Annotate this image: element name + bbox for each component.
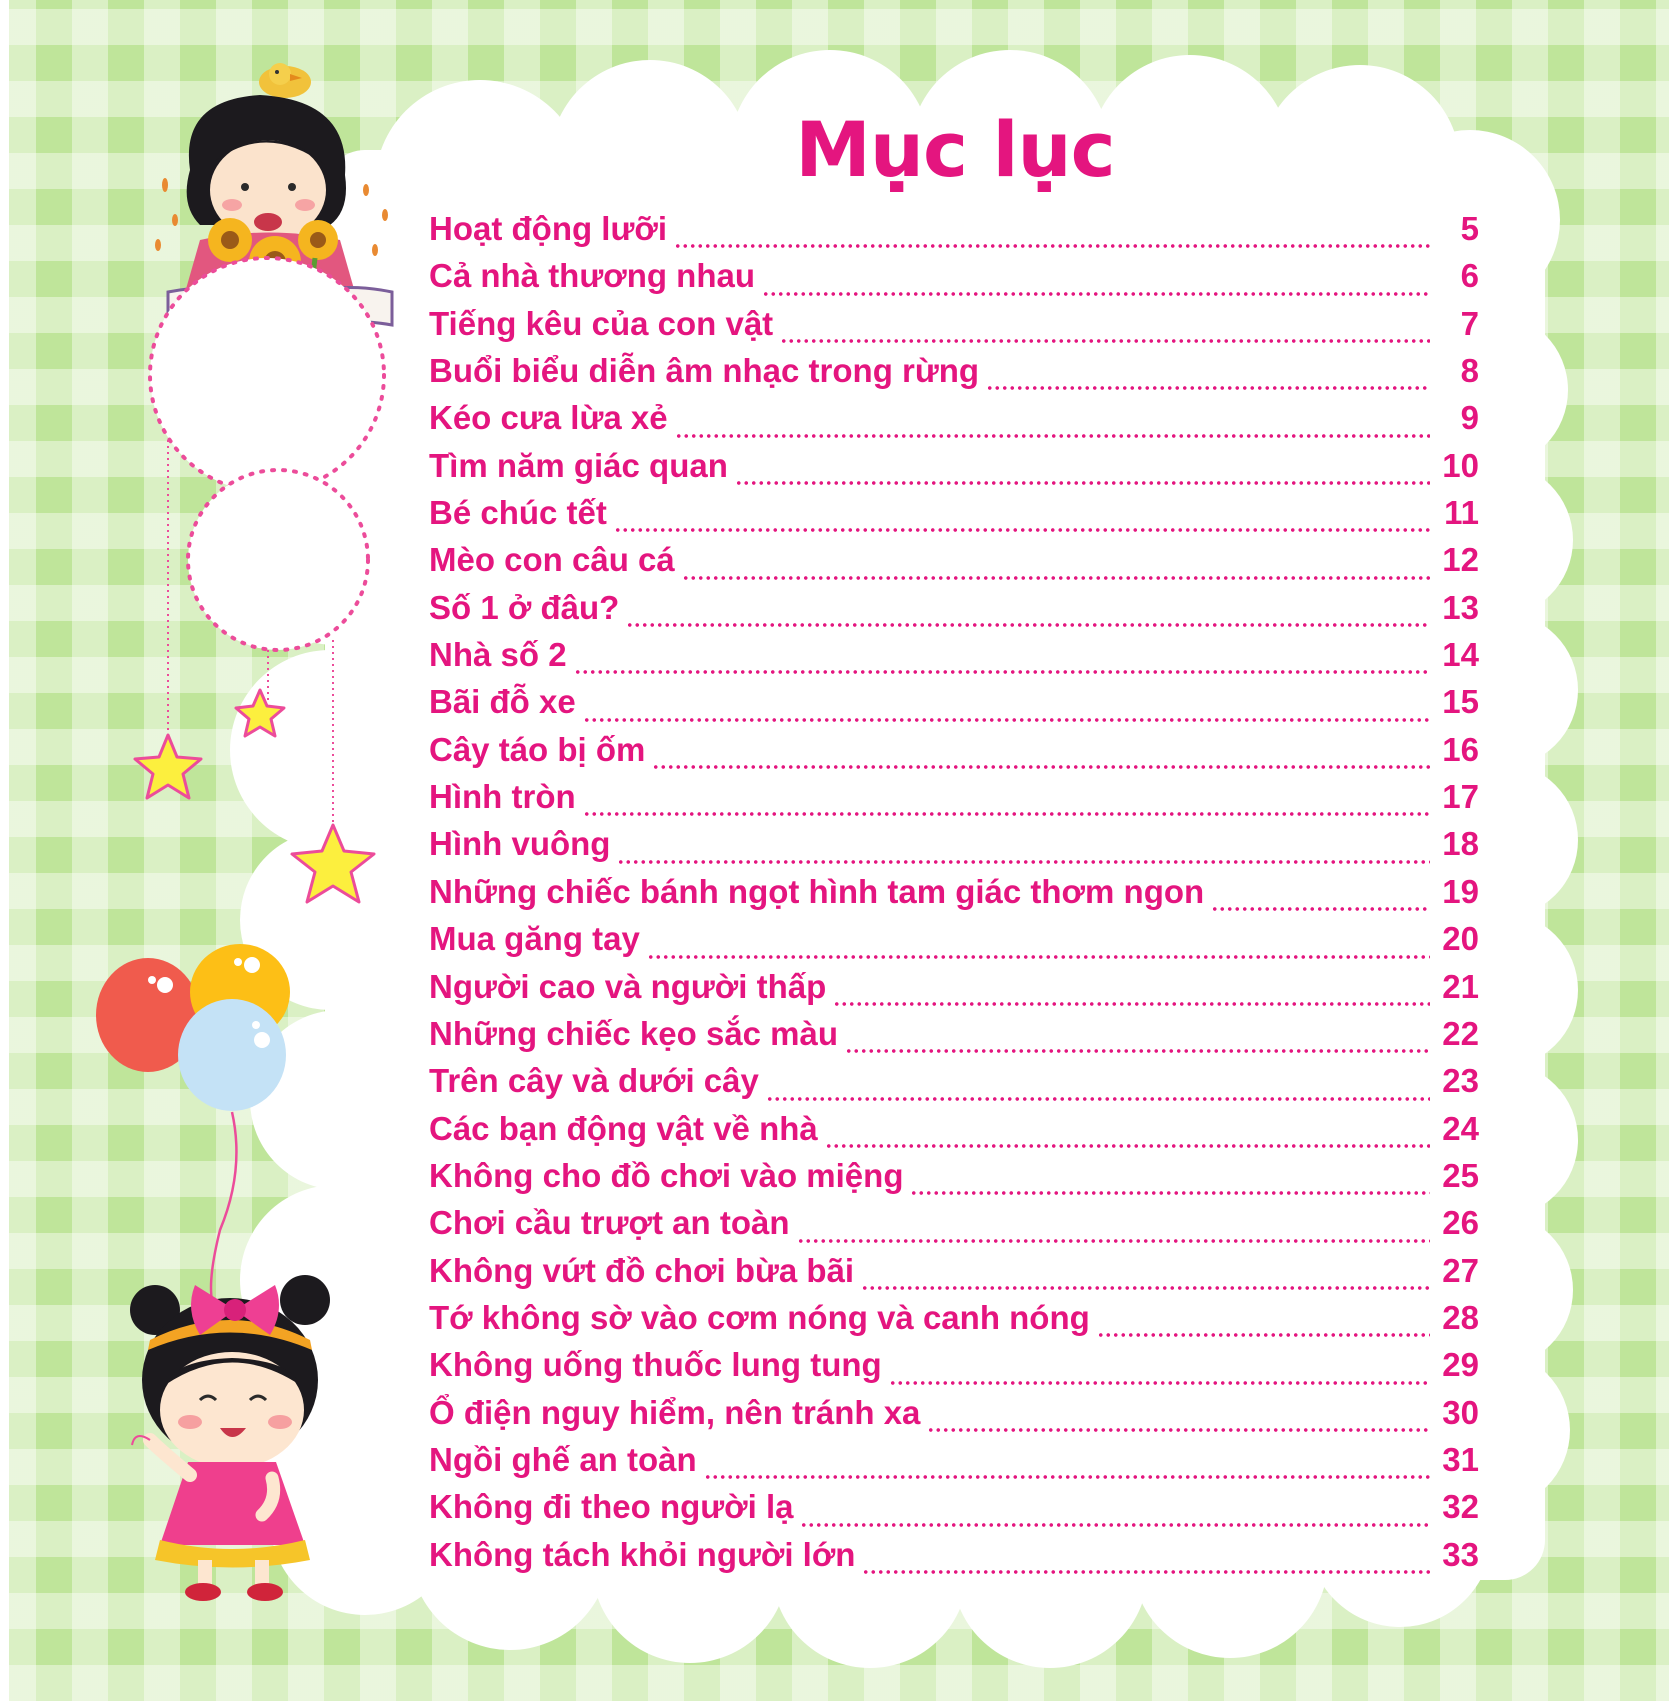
toc-entry-label: Cây táo bị ốm	[429, 730, 646, 768]
toc-entry-page: 6	[1460, 257, 1479, 295]
dotted-leader	[652, 765, 1430, 769]
toc-entry	[429, 210, 1479, 257]
toc-entry-page: 13	[1442, 588, 1479, 626]
dotted-leader	[780, 339, 1430, 343]
toc-entry-label: Người cao và người thấp	[429, 967, 827, 1005]
toc-entry	[429, 1015, 1479, 1062]
toc-entry-page: 15	[1442, 683, 1479, 721]
toc-entry-page: 32	[1442, 1488, 1479, 1526]
toc-entry-label: Không đi theo người lạ	[429, 1488, 794, 1526]
toc-entry	[429, 305, 1479, 352]
toc-entry	[429, 1299, 1479, 1346]
toc-entry-label: Bé chúc tết	[429, 494, 607, 532]
toc-entry	[429, 541, 1479, 588]
toc-entry-page: 24	[1442, 1109, 1479, 1147]
toc-entry-page: 18	[1442, 825, 1479, 863]
girl-with-bow-illustration	[130, 1275, 330, 1601]
toc-entry	[429, 1062, 1479, 1109]
toc-entry	[429, 1536, 1479, 1583]
toc-entry-label: Không tách khỏi người lớn	[429, 1535, 856, 1573]
dotted-leader	[762, 292, 1430, 296]
toc-entry-page: 20	[1442, 920, 1479, 958]
dotted-leader	[797, 1239, 1430, 1243]
toc-entry-page: 16	[1442, 730, 1479, 768]
toc-entry	[429, 447, 1479, 494]
dotted-leader	[617, 860, 1430, 864]
toc-entry	[429, 731, 1479, 778]
toc-entry	[429, 1441, 1479, 1488]
toc-entry	[429, 873, 1479, 920]
toc-entry	[429, 1252, 1479, 1299]
toc-entry-label: Không uống thuốc lung tung	[429, 1346, 882, 1384]
toc-entry-page: 25	[1442, 1156, 1479, 1194]
toc-entry-label: Kéo cưa lừa xẻ	[429, 399, 668, 437]
toc-entry-page: 31	[1442, 1440, 1479, 1478]
toc-entry-page: 19	[1442, 872, 1479, 910]
toc-entry-label: Mèo con câu cá	[429, 541, 675, 579]
dotted-leader	[675, 434, 1430, 438]
toc-entry	[429, 968, 1479, 1015]
dotted-leader	[574, 670, 1430, 674]
dotted-leader	[626, 623, 1430, 627]
toc-entry-page: 11	[1444, 494, 1479, 532]
dotted-leader	[910, 1191, 1430, 1195]
dotted-leader	[766, 1097, 1430, 1101]
toc-entry-page: 14	[1442, 636, 1479, 674]
toc-entry-page: 17	[1442, 778, 1479, 816]
toc-entry	[429, 494, 1479, 541]
toc-entry-page: 22	[1442, 1014, 1479, 1052]
toc-entry	[429, 1110, 1479, 1157]
toc-entry-page: 8	[1460, 352, 1479, 390]
toc-entry-label: Nhà số 2	[429, 636, 567, 674]
toc-entry-label: Hình tròn	[429, 778, 576, 816]
toc-entry-label: Các bạn động vật về nhà	[429, 1109, 818, 1147]
toc-entry-label: Số 1 ở đâu?	[429, 588, 620, 626]
star-icon	[292, 825, 374, 902]
star-icon	[236, 690, 284, 736]
toc-entry-label: Mua găng tay	[429, 920, 640, 958]
toc-entry-label: Bãi đỗ xe	[429, 683, 576, 721]
dotted-leader	[704, 1475, 1430, 1479]
toc-entry	[429, 589, 1479, 636]
toc-entry	[429, 683, 1479, 730]
toc-entry	[429, 825, 1479, 872]
toc-entry-page: 10	[1442, 446, 1479, 484]
dotted-leader	[674, 244, 1430, 248]
dotted-leader	[889, 1381, 1430, 1385]
toc-entry-label: Tiếng kêu của con vật	[429, 304, 774, 342]
star-icon	[135, 735, 201, 798]
dotted-leader	[825, 1144, 1430, 1148]
balloons-illustration	[96, 944, 290, 1310]
toc-entry-page: 9	[1460, 399, 1479, 437]
dotted-leader	[583, 812, 1430, 816]
toc-entry-page: 23	[1442, 1062, 1479, 1100]
toc-entry-page: 33	[1442, 1535, 1479, 1573]
toc-entry-label: Không vứt đồ chơi bừa bãi	[429, 1251, 855, 1289]
toc-entry-label: Trên cây và dưới cây	[429, 1062, 759, 1100]
dotted-leader	[583, 718, 1430, 722]
toc-entry-label: Cả nhà thương nhau	[429, 257, 756, 295]
toc-entry-page: 27	[1442, 1251, 1479, 1289]
toc-entry	[429, 778, 1479, 825]
toc-entry-page: 30	[1442, 1393, 1479, 1431]
toc-entry	[429, 1394, 1479, 1441]
dotted-leader	[682, 576, 1430, 580]
dotted-leader	[833, 1002, 1430, 1006]
dotted-leader	[986, 386, 1430, 390]
toc-entry	[429, 1488, 1479, 1535]
toc-entry-label: Những chiếc kẹo sắc màu	[429, 1014, 839, 1052]
toc-entry-page: 7	[1460, 304, 1479, 342]
toc-entry	[429, 636, 1479, 683]
page-title: Mục lục	[795, 105, 1115, 194]
dotted-leader	[845, 1049, 1430, 1053]
toc-entry	[429, 257, 1479, 304]
toc-entry	[429, 1346, 1479, 1393]
toc-entry-page: 29	[1442, 1346, 1479, 1384]
toc-entry-label: Tìm năm giác quan	[429, 446, 728, 484]
dotted-leader	[862, 1570, 1430, 1574]
toc-entry-label: Chơi cầu trượt an toàn	[429, 1204, 790, 1242]
toc-entry	[429, 920, 1479, 967]
toc-entry-label: Không cho đồ chơi vào miệng	[429, 1156, 904, 1194]
toc-entry-page: 26	[1442, 1204, 1479, 1242]
toc-entry	[429, 1204, 1479, 1251]
toc-entry-page: 21	[1442, 967, 1479, 1005]
dotted-leader	[927, 1428, 1430, 1432]
bird-icon	[259, 63, 311, 98]
dotted-leader	[1211, 907, 1430, 911]
toc-entry-label: Ổ điện nguy hiểm, nên tránh xa	[429, 1393, 921, 1431]
toc-entry-label: Những chiếc bánh ngọt hình tam giác thơm ngon	[429, 872, 1205, 910]
dotted-leader	[647, 955, 1430, 959]
toc-entry-page: 12	[1442, 541, 1479, 579]
toc-entry-page: 28	[1442, 1298, 1479, 1336]
toc-entry	[429, 1157, 1479, 1204]
dotted-leader	[1097, 1333, 1430, 1337]
toc-entry-label: Buổi biểu diễn âm nhạc trong rừng	[429, 352, 980, 390]
dotted-leader	[861, 1286, 1430, 1290]
toc-entry-label: Hình vuông	[429, 825, 611, 863]
toc-entry-label: Ngồi ghế an toàn	[429, 1440, 697, 1478]
table-of-contents	[429, 210, 1479, 1583]
dotted-leader	[735, 481, 1430, 485]
toc-entry-label: Hoạt động lưỡi	[429, 210, 667, 247]
dotted-leader	[800, 1523, 1430, 1527]
toc-entry-page: 5	[1460, 210, 1479, 247]
toc-entry-label: Tớ không sờ vào cơm nóng và canh nóng	[429, 1298, 1090, 1336]
toc-entry	[429, 352, 1479, 399]
toc-entry	[429, 399, 1479, 446]
dotted-leader	[614, 528, 1430, 532]
